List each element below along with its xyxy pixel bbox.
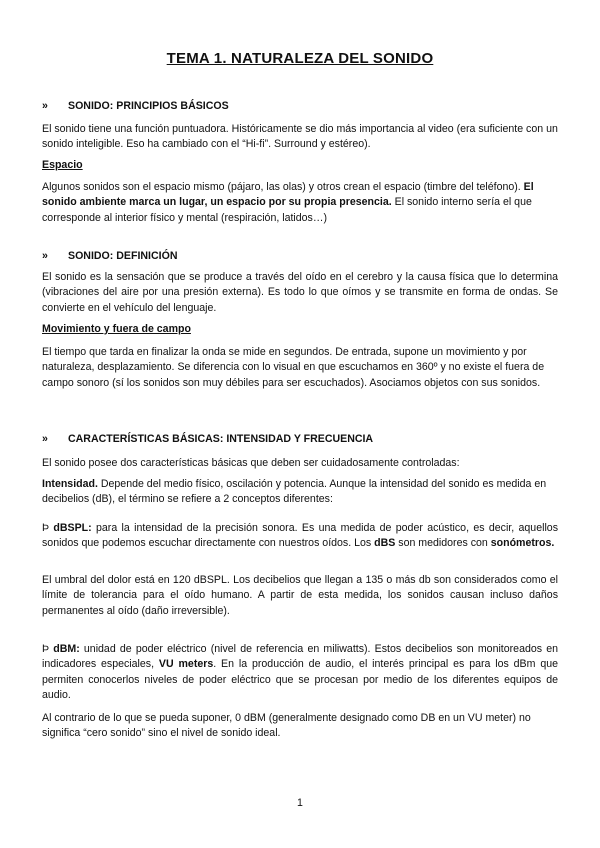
paragraph-text: unidad de poder eléctrico (nivel de referencia en miliwatts). Estos decibelios son monitoreados en indicadores especiales, — [42, 643, 558, 671]
paragraph-text: Depende del medio físico, oscilación y potencia. Aunque la intensidad del sonido es medida en decibelios (dB), el término se refiere a 2 conceptos diferentes: — [42, 478, 547, 506]
section-heading-caracteristicas — [42, 432, 558, 447]
paragraph-espacio — [42, 180, 558, 226]
paragraph-intensidad — [42, 477, 558, 508]
paragraph-cero-dbm: Al contrario de lo que se pueda suponer, 0 dBM (generalmente designado como DB en un VU meter) no significa “cero sonido” sino el nivel de sonido ideal. — [42, 712, 531, 740]
subheading-espacio: Espacio — [42, 159, 83, 171]
section-heading-principios — [42, 99, 558, 114]
section-heading-text: SONIDO: PRINCIPIOS BÁSICOS — [68, 100, 229, 112]
bold-text: dBSPL: — [53, 522, 92, 534]
arrow-glyph: Þ — [42, 522, 50, 534]
bold-text: dBM: — [53, 643, 80, 655]
bullet-marker: » — [42, 433, 48, 445]
page-title: TEMA 1. NATURALEZA DEL SONIDO — [166, 50, 434, 67]
section-heading-text: SONIDO: DEFINICIÓN — [68, 250, 178, 262]
bold-text: sonómetros. — [490, 537, 555, 550]
subheading-movimiento: Movimiento y fuera de campo — [42, 323, 191, 335]
paragraph-text: El sonido interno sería el que corresponde al interior físico y mental (respiración, latidos…) — [42, 196, 532, 224]
section-heading-definicion — [42, 249, 558, 264]
paragraph-text: son medidores con — [395, 537, 491, 550]
paragraph-text: para la intensidad de la precisión sonora. Es una medida de poder acústico, es decir, aquellos sonidos que podemos escuchar directamente con nuestros oídos. Los — [42, 522, 558, 550]
paragraph-text: . En la producción de audio, el interés principal es para los dBm que permiten conocerlos niveles de poder eléctrico que se procesan por medio de los diferentes equipos de audio. — [42, 658, 558, 702]
bold-text: El sonido ambiente marca un lugar, un espacio por su propia presencia. — [42, 181, 534, 209]
paragraph-umbral-dolor: El umbral del dolor está en 120 dBSPL. Los decibelios que llegan a 135 o más db son considerados como el límite de tolerancia para el oído humano. A partir de esta medida, los sonidos causan incluso daños permanentes al oído (daño irreversible). — [42, 574, 558, 617]
bold-text: VU meters — [158, 658, 214, 671]
bullet-marker: » — [42, 250, 48, 262]
paragraph-text: Algunos sonidos son el espacio mismo (pájaro, las olas) y otros crean el espacio (timbre del teléfono). — [42, 181, 524, 193]
paragraph-funcion-puntuadora: El sonido tiene una función puntuadora. Históricamente se dio más importancia al video (era suficiente con un sonido inteligible. Eso ha cambiado con el “Hi-fi”. Surround y estéreo). — [42, 123, 558, 151]
bold-text: dBS — [374, 537, 396, 550]
paragraph-definicion: El sonido es la sensación que se produce a través del oído en el cerebro y la causa física que lo determina (vibraciones del aire por una presión externa). Es todo lo que oímos y se transmite en forma de ondas. Se convierte en el vehículo del lenguaje. — [42, 271, 558, 314]
arrow-glyph: Þ — [42, 643, 50, 655]
paragraph-caracteristicas: El sonido posee dos características básicas que deben ser cuidadosamente controladas: — [42, 457, 460, 469]
page-number: 1 — [297, 797, 303, 809]
paragraph-movimiento: El tiempo que tarda en finalizar la onda se mide en segundos. De entrada, supone un movimiento y por naturaleza, desplazamiento. Se diferencia con lo visual en que escuchamos en 360º y no existe el fuera de campo sonoro (sí los sonidos son muy débiles para ser escuchados). Asociamos objetos con sus sonidos. — [42, 346, 545, 389]
paragraph-dbm — [42, 642, 558, 704]
bullet-marker: » — [42, 100, 48, 112]
section-heading-text: CARACTERÍSTICAS BÁSICAS: INTENSIDAD Y FRECUENCIA — [68, 433, 374, 445]
bold-text: Intensidad. — [42, 478, 98, 490]
paragraph-dbspl — [42, 521, 558, 552]
